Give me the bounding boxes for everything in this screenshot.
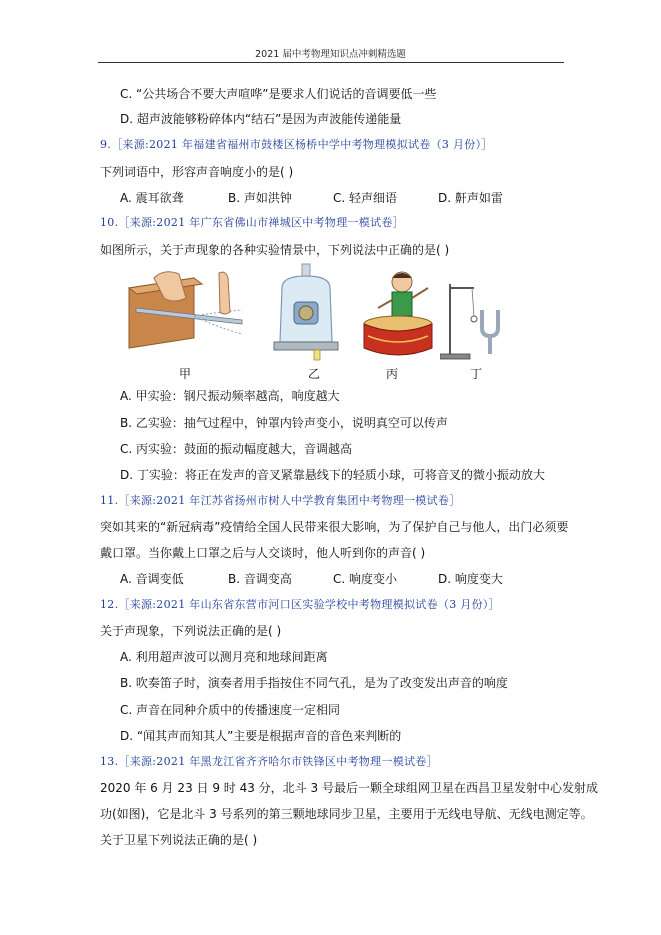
q12-option-b: B. 吹奏笛子时，演奏者用手指按住不同气孔，是为了改变发出声音的响度: [120, 676, 508, 690]
drum-figure: [358, 268, 440, 360]
q13-stem-line2: 功(如图)，它是北斗 3 号系列的第三颗地球同步卫星，主要用于无线电导航、无线电测定等。: [100, 807, 593, 821]
q10-option-a: A. 甲实验：钢尺振动频率越高，响度越大: [120, 389, 340, 403]
tuning-fork-figure: [440, 276, 508, 360]
q10-option-d: D. 丁实验：将正在发声的音叉紧靠悬线下的轻质小球，可将音叉的微小振动放大: [120, 468, 545, 482]
figure-caption-yi: 乙: [308, 367, 321, 381]
q11-stem-line2: 戴口罩。当你戴上口罩之后与人交谈时，他人听到你的声音( ): [100, 546, 426, 560]
q11-option-d: D. 响度变大: [438, 572, 503, 586]
q13-stem-line3: 关于卫星下列说法正确的是( ): [100, 833, 258, 847]
q11-option-a: A. 音调变低: [120, 572, 184, 586]
q10-option-b: B. 乙实验：抽气过程中，钟罩内铃声变小，说明真空可以传声: [120, 416, 448, 430]
ruler-experiment-figure: [124, 268, 244, 358]
q12-stem: 关于声现象，下列说法正确的是( ): [100, 624, 282, 638]
q8-option-c: C. “公共场合不要大声喧哗”是要求人们说话的音调要低一些: [120, 87, 437, 101]
q10-option-c: C. 丙实验：鼓面的振动幅度越大，音调越高: [120, 442, 353, 456]
figure-caption-ding: 丁: [470, 367, 483, 381]
q11-stem-line1: 突如其来的“新冠病毒”疫情给全国人民带来很大影响，为了保护自己与他人，出门必须要: [100, 520, 569, 534]
q10-stem: 如图所示，关于声现象的各种实验情景中，下列说法中正确的是( ): [100, 243, 450, 257]
q13-stem-line1: 2020 年 6 月 23 日 9 时 43 分，北斗 3 号最后一颗全球组网卫星在西昌卫星发射中心发射成: [100, 781, 598, 795]
q12-option-a: A. 利用超声波可以测月亮和地球间距离: [120, 650, 328, 664]
q9-stem: 下列词语中，形容声音响度小的是( ): [100, 165, 294, 179]
q9-option-a: A. 震耳欲聋: [120, 191, 184, 205]
q12-source: 12.［来源:2021 年山东省东营市河口区实验学校中考物理模拟试卷（3 月份）］: [100, 598, 500, 611]
q9-source: 9.［来源:2021 年福建省福州市鼓楼区杨桥中学中考物理模拟试卷（3 月份）］: [100, 138, 493, 151]
q8-option-d: D. 超声波能够粉碎体内“结石”是因为声波能传递能量: [120, 112, 402, 126]
header-divider: [98, 62, 564, 63]
q12-option-d: D. “闻其声而知其人”主要是根据声音的音色来判断的: [120, 729, 402, 743]
page-header: 2021 届中考物理知识点冲刺精选题: [255, 49, 406, 60]
bell-jar-figure: [270, 262, 342, 362]
q10-source: 10.［来源:2021 年广东省佛山市禅城区中考物理一模试卷］: [100, 216, 404, 229]
q11-option-c: C. 响度变小: [333, 572, 398, 586]
q13-source: 13.［来源:2021 年黑龙江省齐齐哈尔市铁锋区中考物理一模试卷］: [100, 755, 438, 768]
q11-source: 11.［来源:2021 年江苏省扬州市树人中学教育集团中考物理一模试卷］: [100, 494, 461, 507]
q9-option-c: C. 轻声细语: [333, 191, 398, 205]
figure-caption-jia: 甲: [179, 367, 192, 381]
q9-option-d: D. 鼾声如雷: [438, 191, 503, 205]
q12-option-c: C. 声音在同种介质中的传播速度一定相同: [120, 703, 341, 717]
figure-caption-bing: 丙: [386, 367, 399, 381]
q9-option-b: B. 声如洪钟: [228, 191, 292, 205]
q11-option-b: B. 音调变高: [228, 572, 292, 586]
